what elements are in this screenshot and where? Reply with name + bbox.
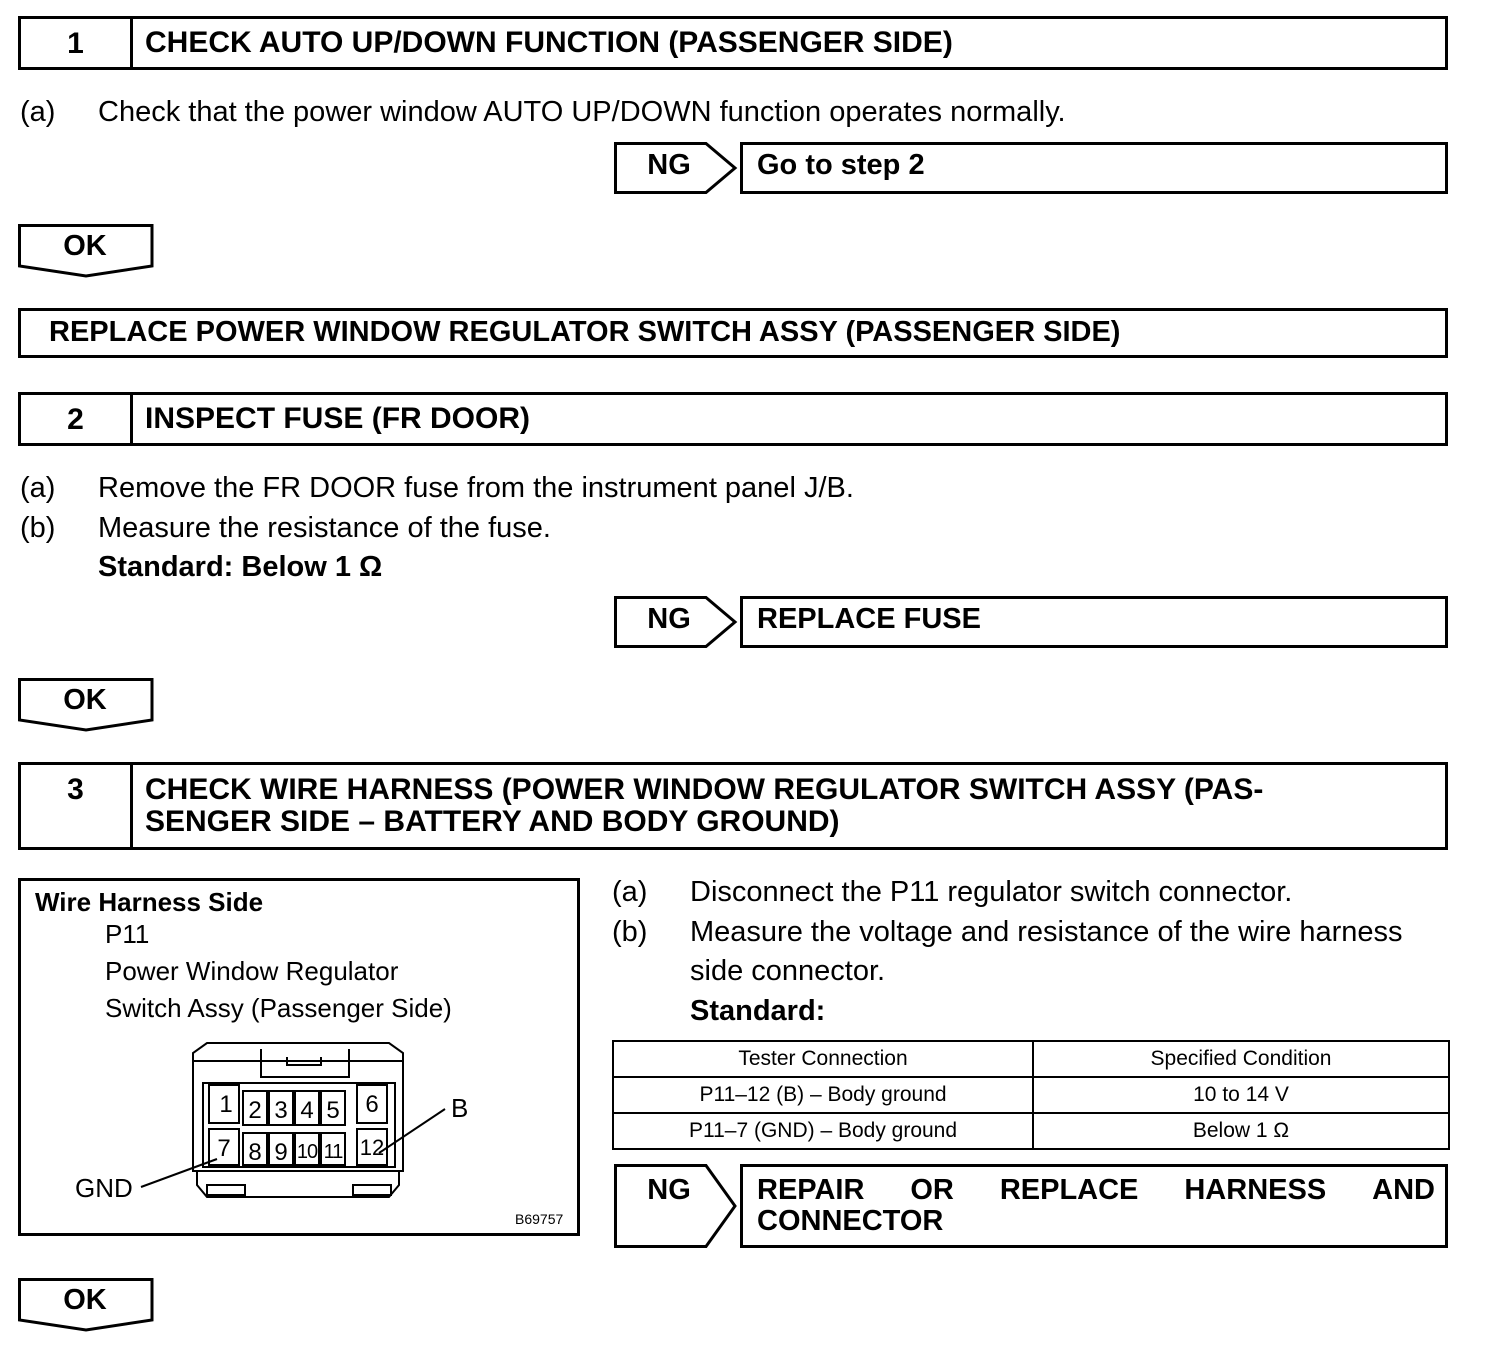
ng-action-word: HARNESS <box>1184 1174 1327 1206</box>
table-header: Specified Condition <box>1033 1041 1449 1077</box>
step-title: INSPECT FUSE (FR DOOR) <box>145 402 531 435</box>
step-3-header <box>18 762 1448 850</box>
diagram-heading: Wire Harness Side <box>35 887 264 917</box>
ng-action: REPLACE FUSE <box>740 596 1448 648</box>
ng-action-line <box>757 1175 1445 1206</box>
pin-number: 3 <box>274 1097 288 1124</box>
item-text: Disconnect the P11 regulator switch connector. <box>690 876 1293 908</box>
terminal-label-b: B <box>451 1093 469 1123</box>
table-row <box>613 1077 1449 1113</box>
component-name-line: Switch Assy (Passenger Side) <box>105 993 452 1023</box>
pin-number: 6 <box>365 1091 379 1118</box>
pin-number: 1 <box>219 1091 233 1118</box>
ng-label: NG <box>647 149 691 181</box>
ng-action-word: OR <box>910 1174 954 1206</box>
ng-label: NG <box>647 1174 691 1206</box>
connector-diagram <box>18 878 580 1236</box>
step-number: 3 <box>21 765 133 847</box>
item-label: (a) <box>20 96 56 128</box>
instruction-continuation: side connector. <box>690 955 886 987</box>
step-number: 1 <box>21 19 133 67</box>
step-2-header <box>18 392 1448 446</box>
ng-action: Go to step 2 <box>740 142 1448 194</box>
pin-number: 4 <box>300 1097 314 1124</box>
terminal-label-gnd: GND <box>75 1173 133 1203</box>
step-title: CHECK AUTO UP/DOWN FUNCTION (PASSENGER SIDE) <box>145 26 953 59</box>
pin-number: 9 <box>274 1139 288 1166</box>
step-title-line: SENGER SIDE – BATTERY AND BODY GROUND) <box>145 805 840 838</box>
spec-table <box>612 1040 1450 1150</box>
table-header: Tester Connection <box>613 1041 1033 1077</box>
step-number: 2 <box>21 395 133 443</box>
ng-action-word: REPLACE <box>999 1174 1139 1206</box>
pin-number: 11 <box>323 1141 343 1163</box>
pin-number: 5 <box>326 1097 340 1124</box>
result-box: REPLACE POWER WINDOW REGULATOR SWITCH ASSY (PASSENGER SIDE) <box>18 308 1448 358</box>
item-label: (a) <box>20 472 56 504</box>
ng-action <box>740 1164 1448 1248</box>
ok-label: OK <box>63 230 107 262</box>
pin-number: 7 <box>217 1135 231 1162</box>
ng-action-word: REPAIR <box>757 1174 865 1206</box>
pin-number: 8 <box>248 1139 262 1166</box>
standard-text: Standard: Below 1 Ω <box>98 551 383 583</box>
step-title-line: CHECK WIRE HARNESS (POWER WINDOW REGULATOR SWITCH ASSY (PAS- <box>145 773 1264 806</box>
table-header-row <box>613 1041 1449 1077</box>
table-row <box>613 1113 1449 1149</box>
step-title <box>133 765 1445 847</box>
standard-text: Standard: <box>690 995 826 1027</box>
item-text: Measure the resistance of the fuse. <box>98 512 551 544</box>
item-text: Remove the FR DOOR fuse from the instrument panel J/B. <box>98 472 854 504</box>
table-cell: P11–7 (GND) – Body ground <box>613 1113 1033 1149</box>
item-label: (b) <box>612 916 648 948</box>
ok-branch <box>18 224 158 278</box>
item-text: Check that the power window AUTO UP/DOWN function operates normally. <box>98 96 1066 128</box>
ok-branch <box>18 678 158 732</box>
table-cell: P11–12 (B) – Body ground <box>613 1077 1033 1113</box>
component-name-line: Power Window Regulator <box>105 956 399 986</box>
table-cell: 10 to 14 V <box>1033 1077 1449 1113</box>
figure-id: B69757 <box>515 1211 564 1227</box>
ng-action-line: CONNECTOR <box>757 1205 944 1237</box>
ok-branch <box>18 1278 158 1332</box>
ng-action-word: AND <box>1372 1174 1435 1206</box>
pin-number: 12 <box>359 1135 385 1160</box>
item-text: Measure the voltage and resistance of the wire harness <box>690 916 1403 948</box>
connector-id: P11 <box>105 919 150 949</box>
ng-label: NG <box>647 603 691 635</box>
item-label: (b) <box>20 512 56 544</box>
pin-number: 2 <box>248 1097 262 1124</box>
item-label: (a) <box>612 876 648 908</box>
pin-number: 10 <box>296 1141 318 1163</box>
ok-label: OK <box>63 1284 107 1316</box>
ok-label: OK <box>63 684 107 716</box>
table-cell: Below 1 Ω <box>1033 1113 1449 1149</box>
step-1-header <box>18 16 1448 70</box>
